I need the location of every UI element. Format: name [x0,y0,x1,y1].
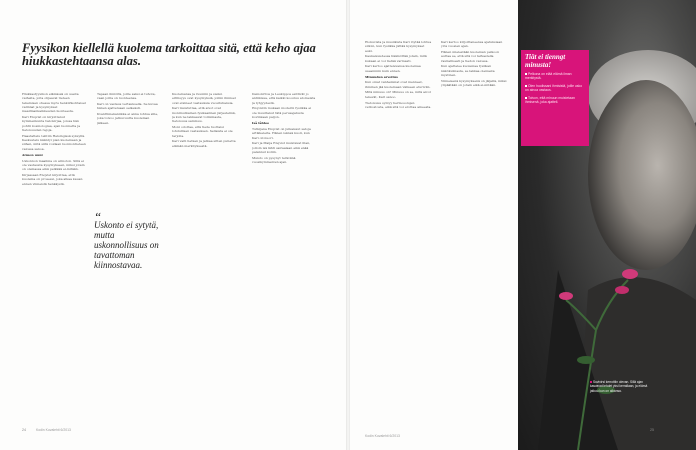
sidebar-box [521,50,589,146]
paragraph: Enqvistin mukaan moderni fysiikka ei ole muuttanut tätä perusajatusta kovinkaan paljon. [252,106,312,119]
paragraph: Kari Enqvist on kirjoittanut kymmenkunta tietokirjaa, joissa hän pohtii kosmologiaa, ajan luonnetta ja tietoisuuden rajoja. [22,114,81,132]
paragraph: Kirjassaan Enqvist kirjoittaa, että kuolema on prosessi, joka alkaa kauan ennen viimeistä henkäystä. [22,173,83,186]
paragraph: Mitä minuus on? Minuus on se, mitä aivot tekevät, Kari sanoo. [365,90,431,99]
paragraph: Muisto on pysynyt terävänä vuosikymmenten ajan. [252,155,296,165]
left-column-4 [252,92,316,422]
pull-quote [94,209,160,270]
bullet-icon [525,97,527,99]
magazine-footer-right: Kodin Kuvalehti 6/2013 [365,434,400,438]
paragraph: Kari kertoo ajattelevansa kuolemaa useammin kuin ennen. [365,64,421,73]
paragraph: Kari on vastaus vertauksella. Se kuvaa hänen ajatteluaan selkeästi. [97,102,158,111]
paragraph: Kaukaisuudessa häämöttää jotain, mitä kukaan ei voi tietää varmasti. [365,54,427,63]
left-column-1 [22,92,86,422]
subheading: Armon uuni [22,152,43,157]
left-column-3 [172,92,236,422]
paragraph: Tietoisuus syntyy hermosolujen verkostosta, eikä sitä voi erottaa aineesta. [365,100,432,109]
sidebar-item [525,84,585,93]
paragraph: Tutkijana Enqvist on julkaissut satoja artikkeleita. Hänen isänsä kuoli, kun Kari oli nuori. [252,127,311,140]
paragraph: Haastattelu tehtiin Helsingissä syksyllä. Keskustelu kääntyi pian kuolemaan ja siihen, mitä siitä voidaan luonnontieteen valossa sanoa. [22,133,86,151]
pull-quote-text: Uskonto ei sytytä, mutta uskonnollisuus on tavattoman kiinnostavaa. [94,220,159,270]
sidebar-title: Tiät ei tienngt minusta! [525,53,566,69]
paragraph: Kun omat vanhemmat ovat menneet, ihminen jää kuolemaan väliseen eturiviin. [365,80,431,89]
paragraph: Hänen mielestään kuoleman pelkoon auttaa se, että sitä voi tarkastella rauhallisesti ja tiedon valossa. [441,50,500,63]
paragraph: Demokritos ja Leukippos esittivät jo antiikissa, että kaikki koostuu atomeista ja tyhjyydestä. [252,92,316,105]
right-column-2 [441,40,509,425]
bullet-icon [525,73,527,75]
page-number-left: 24 [22,428,26,432]
headline: Fyysikon kiellellä kuolema tarkoittaa sitä, että keho ajaa hiukkastehtaansa alas. [22,41,316,68]
paragraph: Viimeisenä kysymyksenä on jäljellä, miksi ylipäätään on jotain eikä ei-mitään. [441,78,507,88]
paragraph: Moni odottaa, että tiede tuottaisi lohdullisen vastauksen. Sellaista ei ole tarjolla. [172,125,233,138]
paragraph: Kun ajattelee kuolemaa fysiikan näkökulmasta, se lakkaa olemasta mystinen. [441,64,495,78]
sidebar-item [525,96,585,105]
caption-bullet-icon [590,381,592,383]
paragraph: Uskonnon maailma on armoton. Sillä ei ole vastausta kysymykseen, miksi jotain on olemassa eikä pelkkää ei-mitään. [22,158,85,172]
paragraph: Kari muistuttaa, että aivot ovat monimutkainen fysikaalinen järjestelmä, ja kun ne lakkaavat toimimasta, tietoisuus sammuu. [172,106,236,124]
magazine-footer-left: Kodin Kuvalehti 6/2013 [36,428,71,432]
photo-caption [590,380,654,393]
subheading: Minuuden arvoitus [365,74,398,79]
sidebar-item-text: Toivon, että minuun muistetaan ihmisenä, joka ajatteli. [525,95,575,105]
paragraph: Hiukkasfyysikon elämässä on useita vaiheita, joita ohjaavat tieteen tekemisen ohessa myös henkilökohtaiset valinnat ja kysymykset maailmankaikkeuden luonteesta. [22,92,86,114]
paragraph: Kuolemansa ja ruumiin ja sielun erillisyys ovat kysymyksiä, joihin ihmiset ovat etsineet vastauksia vuosituhansia. [172,92,236,105]
right-column-1 [365,40,433,425]
gutter [346,0,350,450]
subheading: Isä lähtee [252,121,270,126]
paragraph: Elokuvista ja musiikista Kari löytää lohtua silloin, kun fysiikka jättää kysymykset auki. [365,40,432,53]
caption-text: Suvivirsi kerrottiin olevan. Sillä ajan kasvavat lehdet yksi kerrallaan, ja elämä jatkuu kun on aikansa. [590,380,648,393]
sidebar-item-text: Pelkona on elää elämä ilman merkitystä. [525,72,572,81]
paragraph: Kari ja Maija Enqvist muistavat illan, jolloin isä lähti sairaalaan eikä enää palannut kotiin. [252,141,311,155]
bullet-icon [525,85,527,87]
sidebar-item-text: Olen huolissani ihmisistä, joille usko on ainoa vastaus. [525,83,583,93]
paragraph: Tapaan ilmiöitä, joille saksi ei tuhota, vaan joilla on luonteensa. [97,92,156,101]
paragraph: Kari vaiti hetken ja jatkaa sitten puhetta elämän merkityksestä. [172,139,236,148]
page-number-right: 25 [650,428,654,432]
left-column-2 [97,92,161,210]
quote-mark-icon: “ [94,209,102,224]
sidebar-item [525,72,585,81]
paragraph: Kari kertoo kirjoittaneensa ajatuksiaan ylös vuosien ajan. [441,40,503,49]
paragraph: Kvanttimekaniikka ei anna lohtua sille, joka toivoo jatkuvuutta kuoleman jälkeen. [97,112,159,125]
